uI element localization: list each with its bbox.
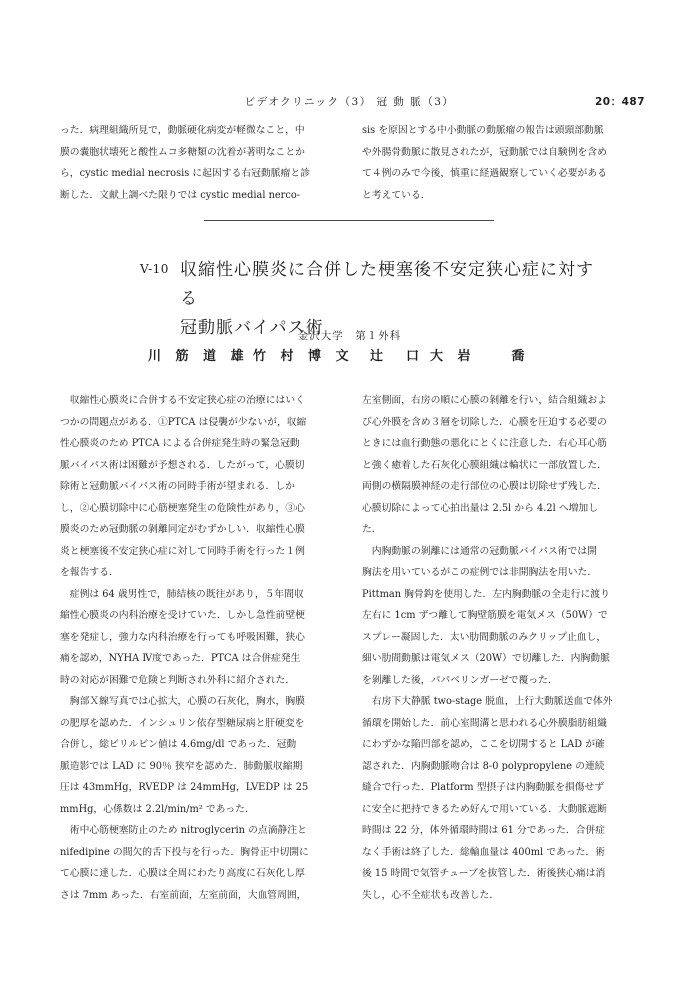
body-left-column [60,390,350,906]
author-affiliation: 金沢大学 第１外科 [297,330,402,342]
previous-article-text-left: った．病理組織所見で，動脈硬化病変が軽微なこと，中 膜の嚢胞状壊死と酸性ムコ多糖類の沈着が著明なことか ら，cystic medial necrosis に起因する右冠動脈瘤と診 断した．文献上調べた限りでは cystic medial nerco- [60,125,310,201]
section-divider [204,220,494,221]
previous-article-right-column [362,120,644,206]
body-paragraph: 右房下大静脈 two-stage 脱血，上行大動脈送血で体外 循環を開始した．前心室間溝と思われる心外膜脂肪組織 にわずかな陥凹部を認め，ここを切開すると LAD が確 認された．内胸動脈吻合は 8-0 polypropylene の連続 縫合で行った．Platform 型摂子は内胸動脈を損傷せず に安全に把持できるため好んで用いている．大動脈遮断 時間は 22 分，体外循環時間は 61 分であった．合併症 なく手術は終了した．総輸血量は 400ml であった．術 後 15 時間で気管チューブを抜管した．術後狭心痛は消 失し，心不全症状も改善した． [362,696,613,901]
author-name: 川 筋 道 雄 [148,349,249,364]
body-right-column [362,390,644,906]
body-paragraph: 内胸動脈の剝離には通常の冠動脈バイパス術では開 胸法を用いているがこの症例では非開胸法を用いた． Pittman 胸骨鈎を使用した．左内胸動脈の全走行に渡り 左右に 1cm ずつ離して胸壁筋膜を電気メス（50W）で スプレー凝固した．太い肋間動脈のみクリップ止血し， 細い肋間動脈は電気メス（20W）で切離した．内胸動脈 を剝離した後，パパベリンガーゼで覆った． [362,545,610,686]
body-paragraph: 左室側面，右房の順に心膜の剝離を行い，結合組織およ び心外膜を含め３層を切除した．心膜を圧迫する必要の ときには血行動態の悪化にとくに注意した．右心耳心筋 と強く癒着した石灰化心膜組織は輪状に一部放置した． 両側の横隔膜神経の走行部位の心膜は切除せず残した． 心膜切除によって心拍出量は 2.5l から 4.2l へ増加し た． [362,395,607,535]
author-name: 大 岩 喬 [430,349,530,364]
author-name: 竹 村 博 文 [253,349,354,364]
previous-article-left-column [60,120,350,206]
body-paragraph: 術中心筋梗塞防止のため nitroglycerin の点滴静注と nifedipine の間欠的舌下投与を行った．胸骨正中切開に て心膜に達した．心膜は全周にわたり高度に石灰化し厚 さは 7mm あった．右室前面，左室前面，大血管周囲， [60,825,309,901]
body-paragraph: 胸部Ｘ線写真では心拡大，心膜の石灰化，胸水，胸膜 の肥厚を認めた．インシュリン依存型糖尿病と肝硬変を 合併し，総ビリルビン値は 4.6mg/dl であった．冠動 脈造影では LAD に 90％ 狭窄を認めた．肺動脈収縮期 圧は 43mmHg，RVEDP は 24mmHg，LVEDP は 25 mmHg，心係数は 2.2l/min/m² であった． [60,696,309,815]
body-paragraph: 症例は 64 歳男性で，肺結核の既往があり，５年間収 縮性心膜炎の内科治療を受けていた．しかし急性前壁梗 塞を発症し，強力な内科治療を行っても呼吸困難，狭心 痛を認め，NYHA Ⅳ度であった．PTCA は合併症発生 時の対応が困難で危険と判断され外科に紹介された． [60,588,305,686]
previous-article-text-right: sis を原因とする中小動脈の動脈瘤の報告は頭頸部動脈 や外腸骨動脈に散見されたが，冠動脈では自験例を含め て４例のみで今後，慎重に経過観察していく必要がある と考えている． [362,125,607,201]
article-number: V-10 [140,262,169,276]
page-number: 20：487 [594,96,645,108]
running-head-title: ビデオクリニック（3） 冠 動 脈（3） [244,96,455,108]
body-paragraph: 収縮性心膜炎に合併する不安定狭心症の治療にはいく つかの問題点がある．①PTCA は侵襲が少ないが，収縮 性心膜炎のため PTCA による合併症発生時の緊急冠動 脈バイパス術は困難が予想される．したがって，心膜切 除術と冠動脈バイパス術の同時手術が望まれる．しか し，②心膜切除中に心筋梗塞発生の危険性があり，③心 膜炎のため冠動脈の剝離同定がむずかしい．収縮性心膜 炎と梗塞後不安定狭心症に対して同時手術を行った１例 を報告する． [60,395,307,578]
article-title: 収縮性心膜炎に合併した梗塞後不安定狭心症に対する 冠動脈バイパス術 [180,260,594,338]
author-name: 辻 口 [370,349,425,364]
author-list [0,345,699,365]
running-head [0,94,699,110]
